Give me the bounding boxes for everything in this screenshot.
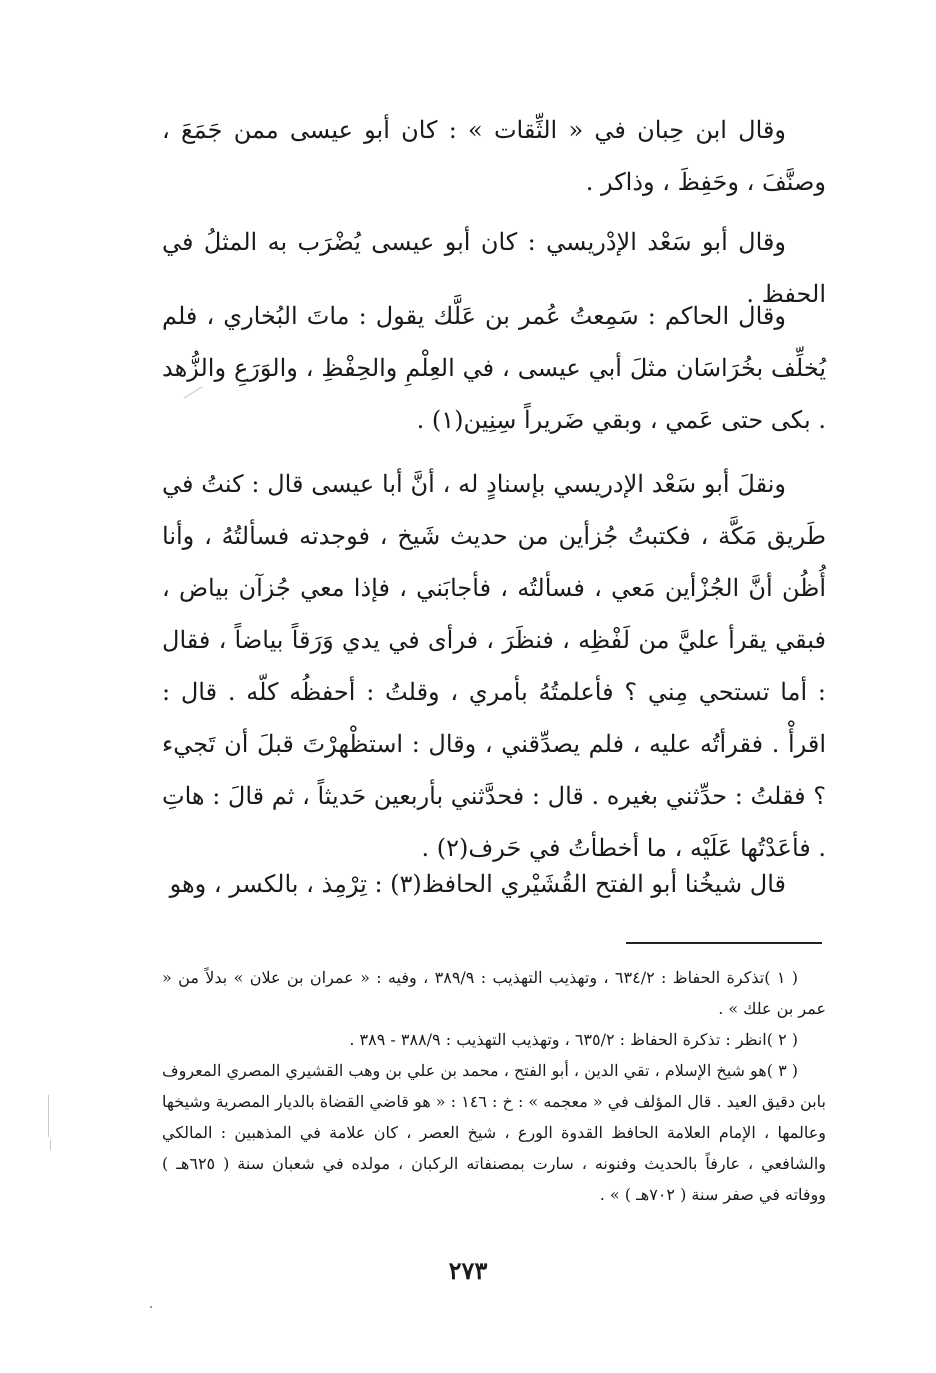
paragraph-idrisi-hifz: وقال أبو سَعْد الإدْريسي : كان أبو عيسى يُضْرَب به المثلُ في الحفظ . xyxy=(162,228,826,308)
footnotes xyxy=(162,962,826,1210)
paragraph-qushayri: قال شيخُنا أبو الفتح القُشَيْري الحافظ(٣) : تِرْمِذ ، بالكسر ، وهو xyxy=(169,870,786,898)
scan-mark xyxy=(48,1095,49,1137)
footnote-2: ( ٢ )انظر : تذكرة الحفاظ : ٦٣٥/٢ ، وتهذيب التهذيب : ٣٨٨/٩ - ٣٨٩ . xyxy=(349,1030,798,1049)
scan-mark xyxy=(50,1140,51,1150)
footnote-1: ( ١ )تذكرة الحفاظ : ٦٣٤/٢ ، وتهذيب التهذيب : ٣٨٩/٩ ، وفيه : « عمران بن علان » بدلاً من « عمر بن علك » . xyxy=(162,968,826,1018)
paragraph-hakim: وقال الحاكم : سَمِعتُ عُمر بن عَلَّك يقول : ماتَ البُخاري ، فلم يُخلِّف بخُرَاسَان مثلَ أبي عيسى ، في العِلْمِ والحِفْظِ ، والوَرَعِ والزُّهد . بكى حتى عَمي ، وبقي ضَريراً سِنِين(١) . xyxy=(162,302,826,434)
scan-mark xyxy=(150,1306,152,1308)
page-number: ٢٧٣ xyxy=(448,1256,488,1285)
paragraph-ibn-hibban: وقال ابن حِبان في « الثِّقات » : كان أبو عيسى ممن جَمَعَ ، وصنَّفَ ، وحَفِظَ ، وذاكر . xyxy=(162,116,826,196)
paragraph-idrisi-isnad: ونقلَ أبو سَعْد الإدريسي بإسنادٍ له ، أنَّ أبا عيسى قال : كنتُ في طَريق مَكَّة ، فكتبتُ جُزأين من حديث شَيخ ، فوجدته فسألتُهُ ، وأنا أُظُن أنَّ الجُزْأين مَعي ، فسألتُه ، فأجابَني ، فإذا معي جُزآن بياض ، فبقي يقرأ عليَّ من لَفْظِه ، فنظَرَ ، فرأى في يدي وَرَقاً بياضاً ، فقال : أما تستحي مِني ؟ فأعلمتُهُ بأمري ، وقلتُ : أحفظُه كلّه . قال : اقرأْ . فقرأتُه عليه ، فلم يصدِّقني ، وقال : استظْهرْتَ قبلَ أن تَجيء ؟ فقلتُ : حدِّثني بغيره . قال : فحدَّثني بأربعين حَديثاً ، ثم قالَ : هاتِ . فأعَدْتُها عَلَيْه ، ما أخطأتُ في حَرف(٢) . xyxy=(162,470,827,862)
footnote-separator xyxy=(626,942,822,944)
footnote-3: ( ٣ )هو شيخ الإسلام ، تقي الدين ، أبو الفتح ، محمد بن علي بن وهب القشيري المصري المعروف بابن دقيق العيد . قال المؤلف في « معجمه » : خ : ١٤٦ : « هو قاضي القضاة بالديار المصرية وشيخها وعالمها ، الإمام العلامة الحافظ القدوة الورع ، شيخ العصر ، كان علامة في المذهبين : المالكي والشافعي ، عارفاً بالحديث وفنونه ، سارت بمصنفاته الركبان ، مولده في شعبان سنة ( ٦٢٥هـ ) ووفاته في صفر سنة ( ٧٠٢هـ ) » . xyxy=(162,1061,827,1204)
